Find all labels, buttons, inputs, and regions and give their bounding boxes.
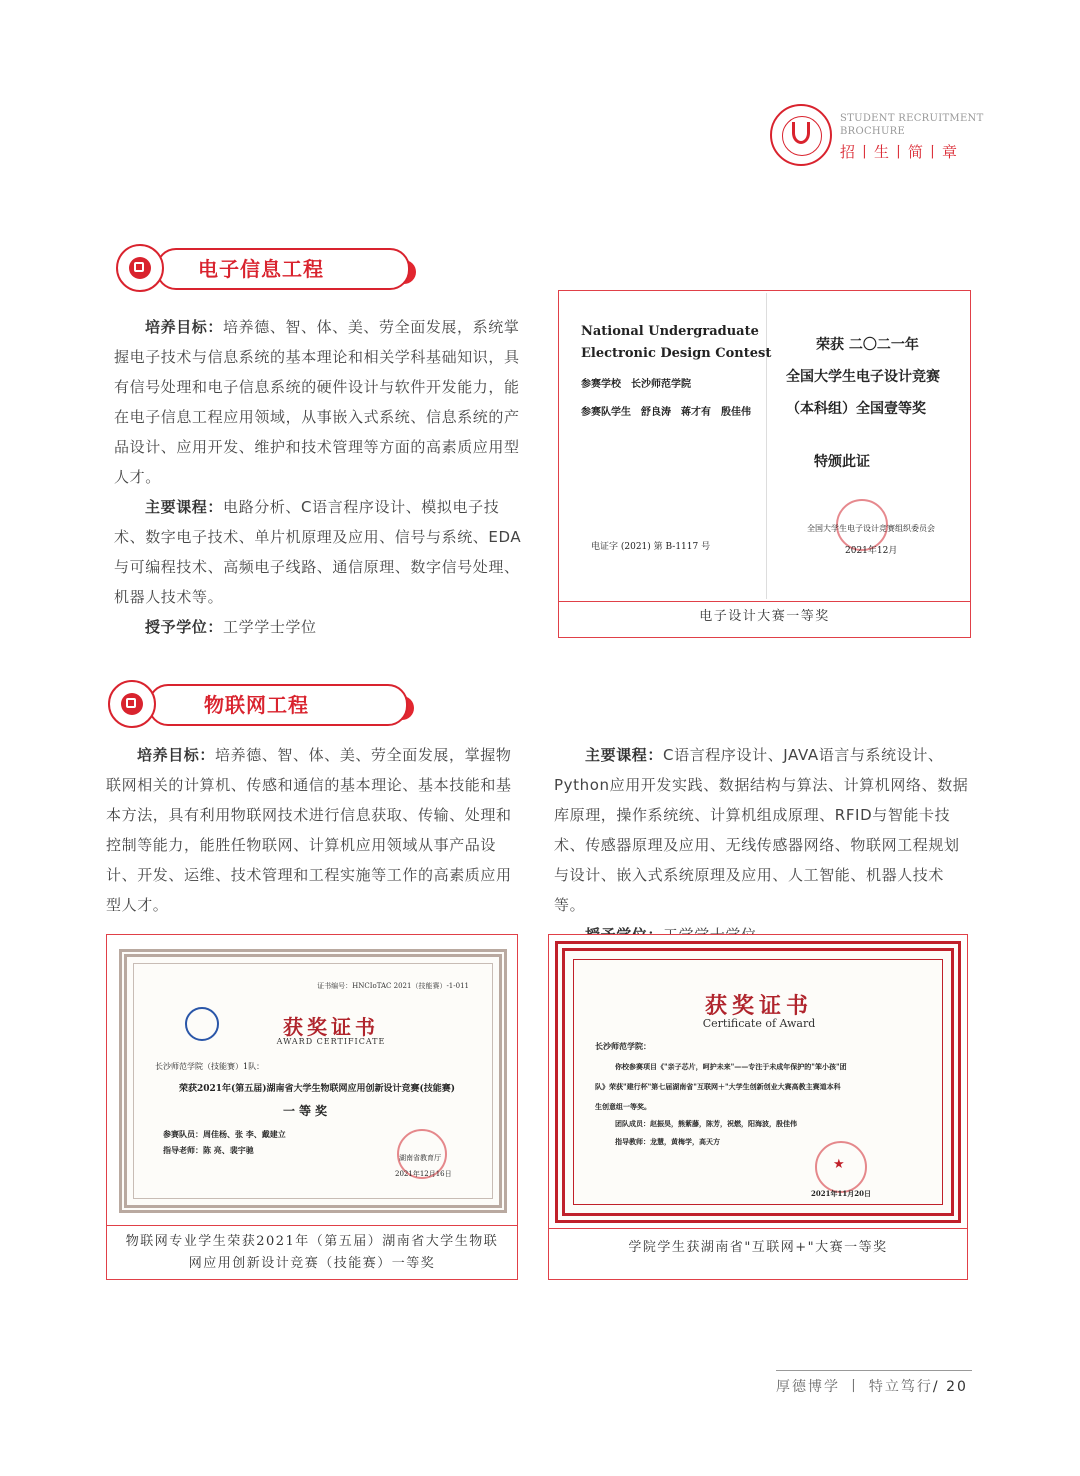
course-label: 主要课程： — [145, 498, 224, 516]
college-logo — [770, 104, 832, 166]
cert-recipient: 长沙师范学院： — [595, 1041, 651, 1051]
goal-text: 培养德、智、体、美、劳全面发展，系统掌握电子技术与信息系统的基本理论和相关学科基础知识，具有信号处理和电子信息系统的硬件设计与软件开发能力，能在电子信息工程应用领域，从事嵌入式系统、信息系统的产品设计、应用开发、维护和技术管理等方面的高素质应用型人才。 — [114, 318, 520, 486]
brand-chinese: 招丨生丨简丨章 — [840, 143, 960, 161]
cert-award-1: 荣获 二〇二一年 — [816, 337, 919, 353]
cert-prize: 一等奖 — [282, 1104, 331, 1118]
cert-issuer: 全国大学生电子设计竞赛组织委员会 — [807, 524, 935, 533]
brand-en-line-2: BROCHURE — [840, 126, 906, 137]
cert-members: 团队成员：赵振昊，熊紫藤，陈芳，祝燃，阳海波，殷佳伟 — [615, 1119, 797, 1128]
section-banner-electronic — [116, 248, 416, 288]
page-number: / 20 — [932, 1379, 968, 1395]
star-icon: ★ — [833, 1157, 845, 1172]
cert-teachers: 指导教师：龙慧，黄梅学，高天方 — [615, 1137, 720, 1146]
cert-number: 证书编号：HNCIoTAC 2021（技能赛）-1-011 — [317, 982, 469, 990]
section-title: 电子信息工程 — [198, 257, 324, 281]
caption-iot — [107, 1231, 517, 1275]
certificate-frame-internet-plus — [548, 934, 968, 1280]
certificate-iot — [119, 949, 507, 1213]
cert-en-title-1: National Undergraduate — [581, 324, 759, 339]
university-emblem-icon — [185, 1007, 219, 1041]
brand-en-line-1: STUDENT RECRUITMENT — [840, 113, 984, 124]
cert-special: 特颁此证 — [814, 454, 870, 470]
certificate-frame-iot — [106, 934, 518, 1280]
degree-text: 工学学士学位 — [223, 618, 317, 636]
cert-subtitle: Certificate of Award — [702, 1017, 816, 1030]
cert-award-2: 全国大学生电子设计竞赛 — [786, 369, 940, 385]
cert-title: 获奖证书 — [283, 1015, 379, 1039]
goal-label: 培养目标： — [137, 746, 216, 764]
course-paragraph — [554, 740, 974, 920]
cert-line-2: 队》荣获"建行杯"第七届湖南省"互联网＋"大学生创新创业大赛高教主赛道本科 — [595, 1082, 841, 1091]
goal-paragraph — [106, 740, 526, 920]
course-text: C语言程序设计、JAVA语言与系统设计、Python应用开发实践、数据结构与算法、计算机网络、数据库原理，操作系统统、计算机组成原理、RFID与智能卡技术、传感器原理及应用、无线传感器网络、物联网工程规划与设计、嵌入式系统原理及应用、人工智能、机器人技术等。 — [554, 746, 969, 914]
certificate-internet-plus — [555, 941, 961, 1223]
cert-award-3: （本科组）全国壹等奖 — [786, 401, 926, 417]
caption-electronic: 电子设计大赛一等奖 — [699, 609, 830, 624]
course-text: 电路分析、C语言程序设计、模拟电子技术、数字电子技术、单片机原理及应用、信号与系统、EDA与可编程技术、高频电子线路、通信原理、数字信号处理、机器人技术等。 — [114, 498, 522, 606]
cert-members: 参赛队员：周佳杨、张 李、戴建立 — [163, 1129, 286, 1139]
cert-team: 长沙师范学院（技能赛）1队： — [155, 1062, 265, 1071]
cert-date: 2021年12月16日 — [395, 1170, 452, 1178]
goal-text: 培养德、智、体、美、劳全面发展，掌握物联网相关的计算机、传感和通信的基本理论、基本技能和基本方法，具有利用物联网技术进行信息获取、传输、处理和控制等能力，能胜任物联网、计算机应用领域从事产品设计、开发、运维、技术管理和工程实施等工作的高素质应用型人才。 — [106, 746, 512, 914]
degree-paragraph — [114, 612, 526, 642]
cert-line-3: 生创意组一等奖。 — [595, 1102, 651, 1111]
footer — [776, 1376, 968, 1396]
section1-text — [114, 312, 526, 642]
brand-english — [840, 112, 984, 138]
cert-students: 参赛队学生 舒良涛 蒋才有 殷佳伟 — [581, 407, 751, 418]
section2-courses — [554, 740, 974, 950]
goal-label: 培养目标： — [145, 318, 224, 336]
section-banner-iot — [108, 684, 414, 724]
course-paragraph — [114, 492, 526, 612]
cert-date: 2021年11月20日 — [811, 1189, 871, 1198]
course-label: 主要课程： — [585, 746, 664, 764]
cert-award: 荣获2021年(第五届)湖南省大学生物联网应用创新设计竞赛(技能赛) — [178, 1084, 456, 1094]
official-stamp — [815, 1141, 867, 1193]
caption-line-1: 物联网专业学生荣获2021年（第五届）湖南省大学生物联 — [125, 1234, 499, 1249]
cert-title: 获奖证书 — [704, 993, 813, 1019]
cert-subtitle: AWARD CERTIFICATE — [276, 1037, 386, 1046]
certificate-electronic — [561, 293, 968, 599]
caption-internet-plus: 学院学生获湖南省"互联网+"大赛一等奖 — [628, 1240, 888, 1255]
book-icon — [116, 244, 164, 292]
degree-label: 授予学位： — [145, 618, 224, 636]
cert-number: 电证字 (2021) 第 B-1117 号 — [591, 542, 711, 552]
cert-date: 2021年12月 — [845, 546, 898, 556]
footer-motto: 厚德博学 丨 特立笃行 — [776, 1379, 933, 1395]
footer-divider — [776, 1370, 972, 1371]
goal-paragraph — [114, 312, 526, 492]
cert-school: 参赛学校 长沙师范学院 — [581, 379, 691, 390]
cert-teachers: 指导老师：陈 亮、裴宇驰 — [163, 1145, 254, 1155]
cert-en-title-2: Electronic Design Contest — [581, 346, 772, 361]
cert-issuer: 湖南省教育厅 — [399, 1154, 441, 1162]
cert-line-1: 你校参赛项目《"亲子芯片，呵护未来"——专注于未成年保护的"笨小孩"团 — [615, 1062, 847, 1071]
section2-goal — [106, 740, 526, 920]
book-icon — [108, 680, 156, 728]
caption-line-2: 网应用创新设计竞赛（技能赛）一等奖 — [188, 1256, 436, 1271]
certificate-frame-electronic — [558, 290, 971, 638]
section-title: 物联网工程 — [204, 693, 309, 717]
